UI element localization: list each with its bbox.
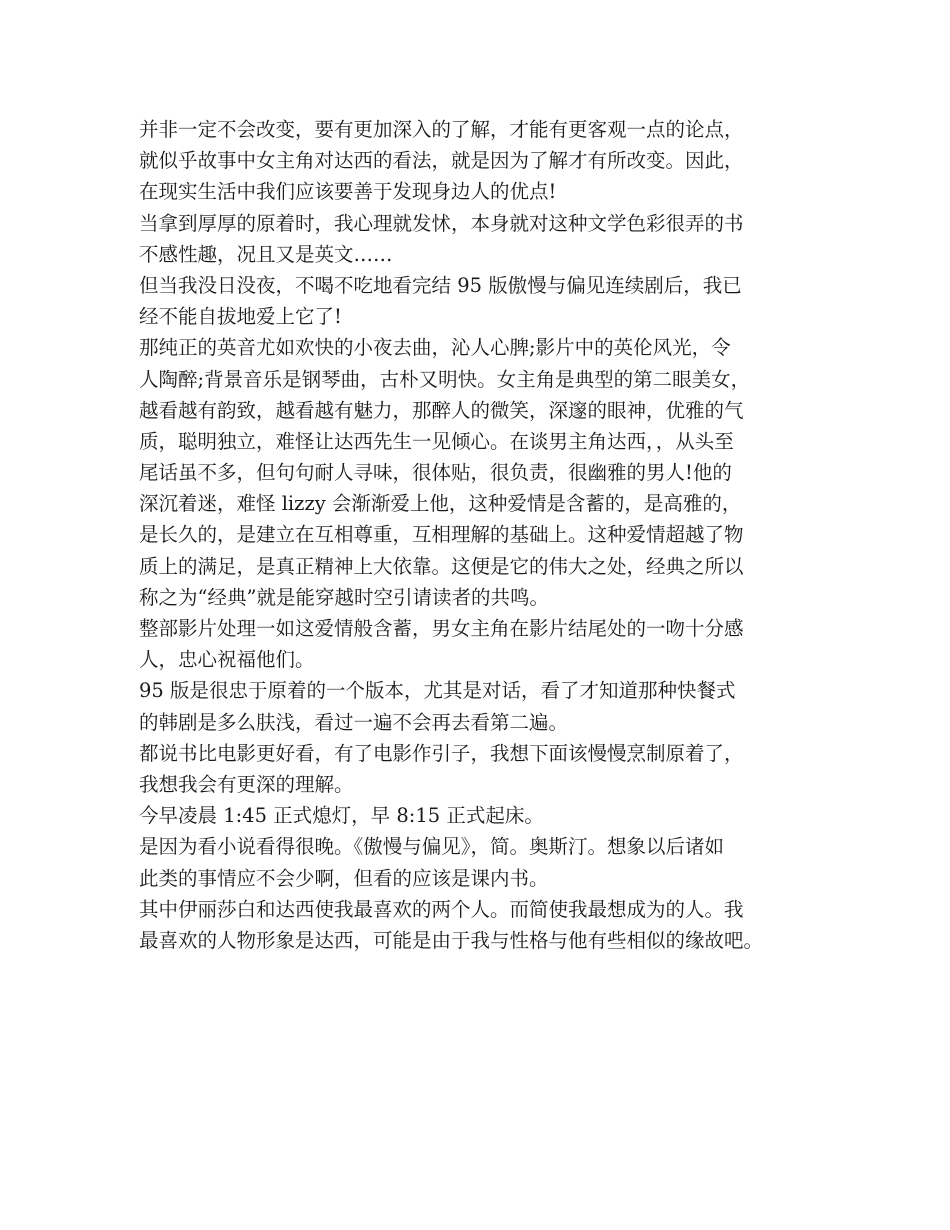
text-line: 在现实生活中我们应该要善于发现身边人的优点! bbox=[139, 180, 557, 204]
text-line: 称之为“经典”就是能穿越时空引请读者的共鸣。 bbox=[139, 585, 549, 609]
document-body bbox=[139, 114, 839, 956]
text-line: 尾话虽不多，但句句耐人寻味，很体贴，很负责，很幽雅的男人!他的 bbox=[139, 461, 732, 485]
text-line: 人陶醉;背景音乐是钢琴曲，古朴又明快。女主角是典型的第二眼美女， bbox=[139, 367, 751, 391]
text-line: 最喜欢的人物形象是达西，可能是由于我与性格与他有些相似的缘故吧。 bbox=[139, 928, 764, 952]
text-line: 就似乎故事中女主角对达西的看法，就是因为了解才有所改变。因此， bbox=[139, 149, 744, 173]
text-line: 经不能自拔地爱上它了! bbox=[139, 305, 342, 329]
text-line: 此类的事情应不会少啊，但看的应该是课内书。 bbox=[139, 866, 549, 890]
text-line: 是因为看小说看得很晚。《傲慢与偏见》，简。奥斯汀。想象以后诸如 bbox=[139, 835, 725, 859]
text-line: 是长久的，是建立在互相尊重，互相理解的基础上。这种爱情超越了物 bbox=[139, 523, 744, 547]
text-line: 质上的满足，是真正精神上大依靠。这便是它的伟大之处，经典之所以 bbox=[139, 554, 744, 578]
text-line: 深沉着迷，难怪 lizzy 会渐渐爱上他，这种爱情是含蓄的，是高雅的， bbox=[139, 492, 742, 516]
text-line: 我想我会有更深的理解。 bbox=[139, 772, 354, 796]
text-line: 当拿到厚厚的原着时，我心理就发怵，本身就对这种文学色彩很弄的书 bbox=[139, 211, 744, 235]
text-line: 95 版是很忠于原着的一个版本，尤其是对话，看了才知道那种快餐式 bbox=[139, 679, 736, 703]
text-line: 并非一定不会改变，要有更加深入的了解，才能有更客观一点的论点， bbox=[139, 118, 744, 141]
text-line: 但当我没日没夜，不喝不吃地看完结 95 版傲慢与偏见连续剧后，我已 bbox=[139, 273, 742, 297]
text-line: 那纯正的英音尤如欢快的小夜去曲，沁人心脾;影片中的英伦风光，令 bbox=[139, 336, 731, 360]
text-line: 质，聪明独立，难怪让达西先生一见倾心。在谈男主角达西，，从头至 bbox=[139, 429, 734, 453]
text-line: 越看越有韵致，越看越有魅力，那醉人的微笑，深邃的眼神，优雅的气 bbox=[139, 398, 744, 422]
text-line: 今早凌晨 1:45 正式熄灯，早 8:15 正式起床。 bbox=[139, 804, 544, 828]
text-line: 整部影片处理一如这爱情般含蓄，男女主角在影片结尾处的一吻十分感 bbox=[139, 617, 744, 640]
text-line: 不感性趣，况且又是英文…… bbox=[139, 242, 393, 266]
text-line: 的韩剧是多么肤浅，看过一遍不会再去看第二遍。 bbox=[139, 710, 569, 734]
text-line: 都说书比电影更好看，有了电影作引子，我想下面该慢慢烹制原着了， bbox=[139, 741, 744, 765]
text-line: 人，忠心祝福他们。 bbox=[139, 648, 315, 672]
text-line: 其中伊丽莎白和达西使我最喜欢的两个人。而简使我最想成为的人。我 bbox=[139, 897, 744, 921]
